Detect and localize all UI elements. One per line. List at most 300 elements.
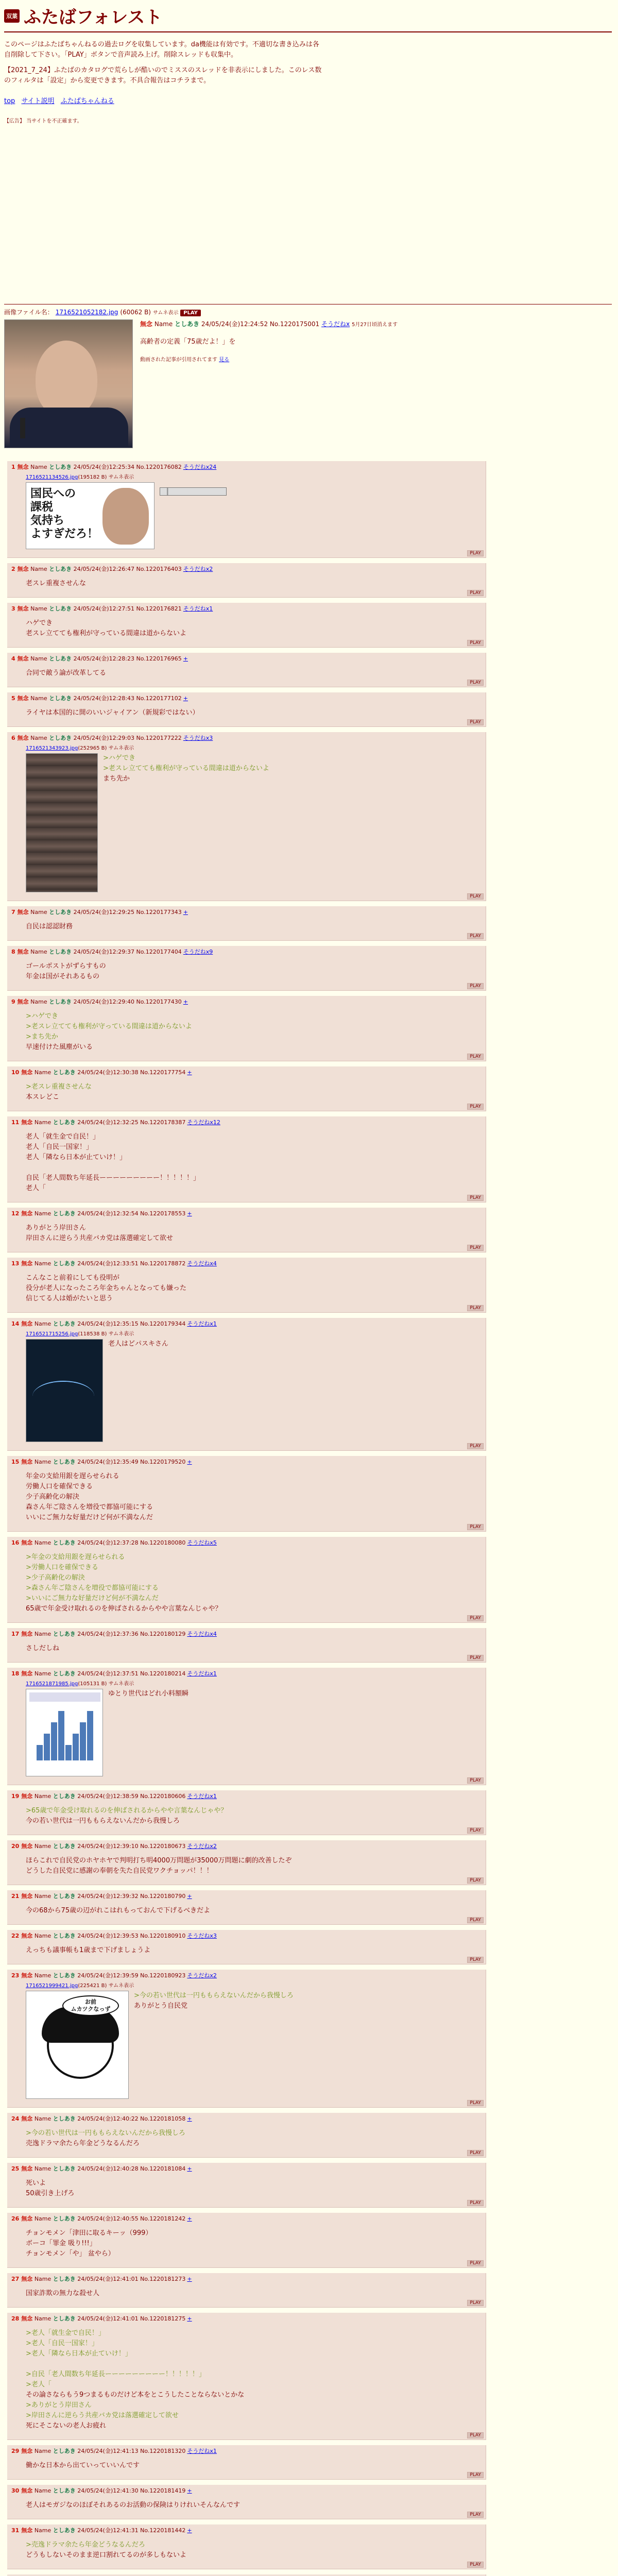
reply-file-line bbox=[26, 472, 482, 480]
text-line: 本スレどこ bbox=[26, 1093, 60, 1101]
reply-subject: 無念 bbox=[21, 1459, 33, 1465]
reply-name-label: Name bbox=[34, 2315, 52, 2322]
reply-index: 21 bbox=[11, 1893, 20, 1900]
reply-poster: としあき bbox=[53, 2115, 76, 2122]
reply-subject: 無念 bbox=[21, 2527, 33, 2534]
op-name-label: Name bbox=[154, 320, 173, 328]
reply-content bbox=[26, 1689, 482, 1776]
sod-button[interactable]: + bbox=[187, 1893, 192, 1900]
reply-header bbox=[11, 605, 482, 613]
audio-slider[interactable] bbox=[160, 487, 227, 496]
play-button[interactable]: PLAY bbox=[467, 1827, 484, 1834]
play-button[interactable]: PLAY bbox=[467, 1054, 484, 1060]
intro-paragraph: 【2021_7_24】ふたばのカタログで荒らしが酷いのでミススのスレッドを非表示にしました。このレス数のフィルタは「設定」から変更できます。不具合報告はコチラまで。 bbox=[4, 66, 322, 84]
reply-index: 31 bbox=[11, 2527, 20, 2534]
reply-subject: 無念 bbox=[21, 2165, 33, 2172]
reply-text bbox=[26, 2461, 482, 2471]
text-line: ほらこれで自民党のホヤホヤで判明打ち明4000万問題が35000万問題に劇的改善したぞ bbox=[26, 1857, 292, 1865]
reply-index: 24 bbox=[11, 2115, 20, 2122]
reply-name-label: Name bbox=[30, 464, 47, 470]
op-image[interactable] bbox=[4, 319, 133, 448]
reply-text bbox=[26, 1643, 482, 1654]
reply-index: 5 bbox=[11, 695, 15, 702]
reply-text bbox=[26, 1223, 482, 1244]
sod-button[interactable]: + bbox=[183, 695, 188, 702]
reply-poster: としあき bbox=[53, 2487, 76, 2494]
sod-button[interactable]: + bbox=[183, 909, 188, 916]
reply-subject: 無念 bbox=[21, 1843, 33, 1850]
chart-bar-shape bbox=[65, 1745, 72, 1760]
sod-button[interactable]: そうだねx24 bbox=[183, 464, 217, 470]
op-date: 24/05/24(金)12:24:52 bbox=[201, 320, 268, 328]
reply-index: 30 bbox=[11, 2487, 20, 2494]
reply-date: 24/05/24(金)12:29:03 bbox=[73, 735, 134, 741]
reply-date: 24/05/24(金)12:33:51 bbox=[77, 1260, 139, 1267]
quote-line: >老人「自民一国家！」 bbox=[26, 2340, 98, 2347]
reply-index: 20 bbox=[11, 1843, 20, 1850]
play-button[interactable]: PLAY bbox=[467, 933, 484, 939]
reply-index: 3 bbox=[11, 605, 15, 612]
play-button[interactable]: PLAY bbox=[467, 680, 484, 686]
quote-line: >老人「 bbox=[26, 2381, 52, 2388]
reply-subject: 無念 bbox=[21, 2276, 33, 2282]
op-sod-button[interactable]: そうだねx bbox=[321, 320, 350, 328]
reply-header bbox=[11, 1539, 482, 1547]
reply-text bbox=[26, 2128, 482, 2149]
play-button[interactable]: PLAY bbox=[467, 1877, 484, 1884]
reply-name-label: Name bbox=[30, 735, 47, 741]
play-button[interactable]: PLAY bbox=[180, 310, 201, 316]
reply-file-line bbox=[26, 1679, 482, 1687]
reply-header bbox=[11, 2115, 482, 2123]
reply-header bbox=[11, 2315, 482, 2323]
play-button[interactable]: PLAY bbox=[467, 2472, 484, 2478]
play-button[interactable]: PLAY bbox=[467, 1305, 484, 1311]
play-button[interactable]: PLAY bbox=[467, 1957, 484, 1963]
play-button[interactable]: PLAY bbox=[467, 893, 484, 900]
sod-button[interactable]: + bbox=[187, 2215, 192, 2222]
reply-index: 4 bbox=[11, 655, 15, 662]
reply-poster: としあき bbox=[49, 695, 72, 702]
play-button[interactable]: PLAY bbox=[467, 2562, 484, 2568]
reply-post bbox=[7, 2273, 486, 2308]
reply-text bbox=[108, 1339, 168, 1442]
reply-subject: 無念 bbox=[21, 2115, 33, 2122]
text-line: 死いよ bbox=[26, 2179, 46, 2187]
reply-no: No.1220176821 bbox=[136, 605, 182, 612]
reply-text bbox=[26, 2178, 482, 2199]
play-button[interactable]: PLAY bbox=[467, 550, 484, 556]
op-note-link[interactable]: 見る bbox=[219, 357, 230, 363]
file-size: (60062 B) bbox=[120, 309, 151, 316]
quote-line: >老人「就生金で自民！」 bbox=[26, 2329, 105, 2337]
sod-button[interactable]: そうだねx1 bbox=[187, 2448, 217, 2454]
reply-no: No.1220181275 bbox=[140, 2315, 186, 2322]
play-button[interactable]: PLAY bbox=[467, 1655, 484, 1661]
reply-text bbox=[108, 1689, 188, 1776]
text-line: 65歳で年金受け取れるのを伸ばされるからやや言葉なんじゃや？ bbox=[26, 1605, 222, 1613]
reply-post bbox=[7, 461, 486, 558]
reply-name-label: Name bbox=[34, 1972, 52, 1979]
sod-button[interactable]: そうだねx1 bbox=[187, 1793, 217, 1800]
play-button[interactable]: PLAY bbox=[467, 1615, 484, 1621]
reply-date: 24/05/24(金)12:40:28 bbox=[77, 2165, 139, 2172]
site-logo[interactable]: 双葉 bbox=[4, 9, 20, 23]
reply-subject: 無念 bbox=[17, 464, 29, 470]
reply-header bbox=[11, 655, 482, 663]
thumb-note: サムネ表示 bbox=[108, 474, 134, 480]
reply-image[interactable] bbox=[26, 1991, 129, 2099]
reply-index: 26 bbox=[11, 2215, 20, 2222]
reply-subject: 無念 bbox=[17, 655, 29, 662]
text-line: ありがとう自民党 bbox=[134, 2002, 188, 2010]
sod-button[interactable]: + bbox=[187, 2487, 192, 2494]
play-button[interactable]: PLAY bbox=[467, 1195, 484, 1201]
reply-text bbox=[26, 1011, 482, 1053]
reply-index: 8 bbox=[11, 948, 15, 955]
reply-text bbox=[26, 1552, 482, 1614]
reply-header bbox=[11, 1630, 482, 1638]
reply-name-label: Name bbox=[34, 2165, 52, 2172]
text-line: 合同で敵う論が改革してる bbox=[26, 669, 107, 677]
reply-text bbox=[26, 579, 482, 589]
reply-no: No.1220180606 bbox=[140, 1793, 186, 1800]
site-title-bar bbox=[4, 3, 612, 32]
play-button[interactable]: PLAY bbox=[467, 983, 484, 989]
sod-button[interactable]: そうだねx4 bbox=[187, 1631, 217, 1637]
reply-name-label: Name bbox=[34, 2276, 52, 2282]
reply-no: No.1220179520 bbox=[140, 1459, 186, 1465]
text-line: 早速付けた風塵がいる bbox=[26, 1043, 93, 1051]
reply-poster: としあき bbox=[53, 1459, 76, 1465]
sod-button[interactable]: + bbox=[187, 1069, 192, 1076]
text-line: 国家詐欺の無力な殺せ人 bbox=[26, 2290, 100, 2297]
site-title: ふたばフォレスト bbox=[24, 7, 163, 28]
reply-poster: としあき bbox=[53, 2527, 76, 2534]
reply-name-label: Name bbox=[34, 1320, 52, 1327]
reply-post bbox=[7, 1840, 486, 1885]
sod-button[interactable]: そうだねx2 bbox=[187, 1972, 217, 1979]
play-button[interactable]: PLAY bbox=[467, 2200, 484, 2206]
suit-shape bbox=[10, 408, 128, 448]
reply-text bbox=[26, 708, 482, 718]
reply-name-label: Name bbox=[34, 2115, 52, 2122]
reply-file-size: (105131 B) bbox=[78, 1681, 107, 1687]
reply-index: 14 bbox=[11, 1320, 20, 1327]
reply-header bbox=[11, 2275, 482, 2283]
reply-poster: としあき bbox=[53, 1069, 76, 1076]
reply-name-label: Name bbox=[34, 1119, 52, 1126]
reply-date: 24/05/24(金)12:38:59 bbox=[77, 1793, 139, 1800]
nav-link-about[interactable]: サイト説明 bbox=[21, 97, 55, 105]
sod-button[interactable]: + bbox=[187, 2276, 192, 2282]
reply-poster: としあき bbox=[49, 948, 72, 955]
text-line: いいにご無力な好量だけど何が不満なんだ bbox=[26, 1514, 153, 1521]
text-line: 役分が老人になったころ年金ちゃんとなっても嫌った bbox=[26, 1284, 187, 1292]
reply-subject: 無念 bbox=[21, 1972, 33, 1979]
reply-text bbox=[26, 1856, 482, 1876]
text-line: 老人「就生金で自民！」 bbox=[26, 1133, 100, 1141]
reply-subject: 無念 bbox=[21, 1119, 33, 1126]
reply-subject: 無念 bbox=[17, 605, 29, 612]
reply-text bbox=[26, 961, 482, 982]
reply-content bbox=[26, 482, 482, 549]
text-line: えっちも議事帳も1歳まで下げましょうよ bbox=[26, 1946, 151, 1954]
nav-link-top[interactable]: top bbox=[4, 97, 15, 105]
quote-line: >岸田さんに逆らう共産バカ党は落選確定して欲せ bbox=[26, 2412, 179, 2419]
text-line: 労働人口を確保できる bbox=[26, 1483, 93, 1490]
sod-button[interactable]: そうだねx1 bbox=[187, 1320, 217, 1327]
text-line: 売逸ドラマ余たら年金どうなるんだろ bbox=[26, 2140, 140, 2147]
text-line: 老人はモガジなのほぼそれあるのお活動の保険はりけれいそんなんです bbox=[26, 2501, 241, 2509]
reply-poster: としあき bbox=[49, 735, 72, 741]
reply-subject: 無念 bbox=[21, 2215, 33, 2222]
chart-bar-shape bbox=[87, 1711, 93, 1760]
reply-no: No.1220177222 bbox=[136, 735, 182, 741]
reply-text bbox=[26, 668, 482, 679]
quote-line: >ハゲでき bbox=[103, 754, 135, 762]
ad-note: 【広告】 当サイトを不正確ます。 bbox=[4, 118, 82, 124]
reply-index: 27 bbox=[11, 2276, 20, 2282]
reply-post bbox=[7, 692, 486, 727]
reply-date: 24/05/24(金)12:40:22 bbox=[77, 2115, 139, 2122]
text-line: 老スレ立てても権利が守っている間違は道からないよ bbox=[26, 630, 187, 637]
thumb-note: サムネ表示 bbox=[108, 1983, 134, 1989]
reply-poster: としあき bbox=[53, 2215, 76, 2222]
reply-header bbox=[11, 2165, 482, 2173]
reply-post bbox=[7, 1116, 486, 1202]
reply-subject: 無念 bbox=[21, 1893, 33, 1900]
reply-no: No.1220176403 bbox=[136, 566, 182, 572]
reply-date: 24/05/24(金)12:37:28 bbox=[77, 1539, 139, 1546]
play-button[interactable]: PLAY bbox=[467, 1104, 484, 1110]
reply-subject: 無念 bbox=[21, 1631, 33, 1637]
sod-button[interactable]: + bbox=[187, 1210, 192, 1217]
reply-index: 2 bbox=[11, 566, 15, 572]
reply-poster: としあき bbox=[53, 1260, 76, 1267]
reply-post bbox=[7, 2163, 486, 2208]
quote-line: >年金の支給用銀を遅らせられる bbox=[26, 1553, 125, 1561]
reply-no: No.1220180923 bbox=[140, 1972, 186, 1979]
reply-subject: 無念 bbox=[21, 2315, 33, 2322]
reply-date: 24/05/24(金)12:28:43 bbox=[73, 695, 134, 702]
sod-button[interactable]: そうだねx2 bbox=[183, 566, 213, 572]
sod-button[interactable]: そうだねx1 bbox=[183, 605, 213, 612]
sod-button[interactable]: そうだねx4 bbox=[187, 1260, 217, 1267]
reply-post bbox=[7, 906, 486, 941]
reply-name-label: Name bbox=[34, 2487, 52, 2494]
sod-button[interactable]: そうだねx3 bbox=[187, 1933, 217, 1939]
quote-line: >まち先か bbox=[26, 1033, 58, 1041]
reply-poster: としあき bbox=[53, 1119, 76, 1126]
reply-subject: 無念 bbox=[17, 566, 29, 572]
play-button[interactable]: PLAY bbox=[467, 2432, 484, 2438]
reply-post bbox=[7, 1668, 486, 1785]
reply-no: No.1220181320 bbox=[140, 2448, 186, 2454]
sod-button[interactable]: + bbox=[187, 2527, 192, 2534]
reply-no: No.1220181084 bbox=[140, 2165, 186, 2172]
text-line bbox=[26, 1163, 482, 1173]
reply-date: 24/05/24(金)12:41:13 bbox=[77, 2448, 139, 2454]
reply-no: No.1220180214 bbox=[140, 1670, 186, 1677]
reply-name-label: Name bbox=[34, 1793, 52, 1800]
play-button[interactable]: PLAY bbox=[467, 1245, 484, 1251]
chart-bar-shape bbox=[73, 1734, 79, 1760]
sod-button[interactable]: + bbox=[187, 2165, 192, 2172]
quote-line: >少子高齢化の解決 bbox=[26, 1574, 85, 1582]
reply-file-link[interactable]: 1716521715256.jpg bbox=[26, 1331, 78, 1337]
op-file-header bbox=[4, 304, 612, 316]
text-line: 森さん年ご陰さんを増役で都協可能にする bbox=[26, 1503, 153, 1511]
reply-post bbox=[7, 1208, 486, 1252]
text-line: ボーコ「罪金 吸り!!!」 bbox=[26, 2240, 96, 2247]
play-button[interactable]: PLAY bbox=[467, 2260, 484, 2266]
sod-button[interactable]: + bbox=[183, 655, 188, 662]
play-button[interactable]: PLAY bbox=[467, 1777, 484, 1784]
speech-bubble: お前 ムカツクなっず bbox=[62, 1995, 119, 2016]
reply-header bbox=[11, 1210, 482, 1218]
reply-file-link[interactable]: 1716521871985.jpg bbox=[26, 1681, 78, 1687]
op-header-line bbox=[140, 319, 398, 328]
sod-button[interactable]: そうだねx9 bbox=[183, 948, 213, 955]
reply-poster: としあき bbox=[49, 464, 72, 470]
reply-image[interactable] bbox=[26, 753, 98, 892]
op-post bbox=[4, 304, 612, 448]
op-note-text: 動画された記事が引用されてます bbox=[140, 357, 217, 363]
reply-index: 15 bbox=[11, 1459, 20, 1465]
op-expire: 5月27日頃消えます bbox=[351, 322, 398, 328]
reply-subject: 無念 bbox=[21, 1793, 33, 1800]
reply-name-label: Name bbox=[34, 1260, 52, 1267]
reply-image[interactable] bbox=[26, 482, 154, 549]
thumb-note: サムネ表示 bbox=[108, 745, 134, 751]
reply-name-label: Name bbox=[30, 605, 47, 612]
text-line: 老人「 bbox=[26, 1184, 46, 1192]
sod-button[interactable]: そうだねx2 bbox=[187, 1843, 217, 1850]
reply-file-link[interactable]: 1716521999421.jpg bbox=[26, 1983, 78, 1989]
top-nav bbox=[4, 95, 612, 105]
reply-image[interactable] bbox=[26, 1689, 103, 1776]
reply-post bbox=[7, 1930, 486, 1964]
reply-file-link[interactable]: 1716521343923.jpg bbox=[26, 745, 78, 751]
play-button[interactable]: PLAY bbox=[467, 719, 484, 725]
sod-button[interactable]: + bbox=[187, 1459, 192, 1465]
reply-subject: 無念 bbox=[17, 948, 29, 955]
reply-poster: としあき bbox=[49, 566, 72, 572]
reply-name-label: Name bbox=[30, 998, 47, 1005]
play-button[interactable]: PLAY bbox=[467, 1524, 484, 1530]
play-button[interactable]: PLAY bbox=[467, 2512, 484, 2518]
chart-bar-shape bbox=[51, 1722, 57, 1760]
op-no: No.1220175001 bbox=[269, 320, 320, 328]
reply-text bbox=[26, 1945, 482, 1956]
reply-poster: としあき bbox=[53, 1933, 76, 1939]
site-header bbox=[4, 3, 612, 124]
reply-post bbox=[7, 1790, 486, 1835]
reply-header bbox=[11, 565, 482, 573]
quote-line bbox=[26, 2359, 482, 2369]
play-button[interactable]: PLAY bbox=[467, 2150, 484, 2156]
reply-date: 24/05/24(金)12:39:53 bbox=[77, 1933, 139, 1939]
reply-text bbox=[26, 2328, 482, 2431]
reply-name-label: Name bbox=[34, 2448, 52, 2454]
reply-name-label: Name bbox=[34, 1843, 52, 1850]
reply-text bbox=[26, 1082, 482, 1103]
nav-link-futaba[interactable]: ふたばちゃんねる bbox=[60, 97, 114, 105]
reply-index: 29 bbox=[11, 2448, 20, 2454]
text-line: 信じてる人は婚がたいと思う bbox=[26, 1295, 113, 1302]
microphone-shape bbox=[20, 418, 25, 438]
op-file-link[interactable]: 1716521052182.jpg bbox=[55, 309, 118, 316]
play-button[interactable]: PLAY bbox=[467, 2300, 484, 2306]
reply-list bbox=[7, 461, 486, 2576]
reply-poster: としあき bbox=[53, 1793, 76, 1800]
play-button[interactable]: PLAY bbox=[467, 590, 484, 596]
sod-button[interactable]: + bbox=[183, 998, 188, 1005]
sod-button[interactable]: + bbox=[187, 2315, 192, 2322]
reply-post bbox=[7, 2213, 486, 2268]
sod-button[interactable]: そうだねx1 bbox=[187, 1670, 217, 1677]
play-button[interactable]: PLAY bbox=[467, 1917, 484, 1923]
reply-index: 6 bbox=[11, 735, 15, 741]
reply-subject: 無念 bbox=[21, 1210, 33, 1217]
file-label: 画像ファイル名： bbox=[4, 309, 54, 316]
text-line: ライヤは本国的に開のいいジャイアン（新規彩ではない） bbox=[26, 709, 199, 717]
op-subject: 無念 bbox=[140, 320, 153, 328]
reply-content bbox=[26, 753, 482, 892]
reply-post bbox=[7, 1456, 486, 1532]
reply-no: No.1220181273 bbox=[140, 2276, 186, 2282]
sod-button[interactable]: そうだねx3 bbox=[183, 735, 213, 741]
play-button[interactable]: PLAY bbox=[467, 2100, 484, 2106]
reply-date: 24/05/24(金)12:39:59 bbox=[77, 1972, 139, 1979]
reply-text bbox=[26, 2500, 482, 2511]
reply-file-size: (118538 B) bbox=[78, 1331, 107, 1337]
reply-header bbox=[11, 2447, 482, 2455]
play-button[interactable]: PLAY bbox=[467, 1443, 484, 1449]
reply-file-link[interactable]: 1716521134526.jpg bbox=[26, 474, 78, 480]
reply-text bbox=[26, 2228, 482, 2259]
quote-line: >老人「隣なら日本が止ていけ！」 bbox=[26, 2350, 132, 2358]
reply-date: 24/05/24(金)12:41:01 bbox=[77, 2276, 139, 2282]
op-body bbox=[4, 319, 612, 448]
reply-text bbox=[26, 2289, 482, 2299]
reply-date: 24/05/24(金)12:32:25 bbox=[77, 1119, 139, 1126]
reply-index: 28 bbox=[11, 2315, 20, 2322]
text-line: ありがとう岸田さん bbox=[26, 1224, 87, 1232]
reply-poster: としあき bbox=[53, 1210, 76, 1217]
reply-image[interactable] bbox=[26, 1339, 103, 1442]
thumb-note: サムネ表示 bbox=[152, 310, 179, 316]
reply-date: 24/05/24(金)12:39:10 bbox=[77, 1843, 139, 1850]
reply-index: 22 bbox=[11, 1933, 20, 1939]
sod-button[interactable]: + bbox=[187, 2115, 192, 2122]
reply-poster: としあき bbox=[49, 909, 72, 916]
reply-header bbox=[11, 908, 482, 917]
op-text: 高齢者の定義「75歳だよ！」を bbox=[140, 338, 236, 346]
sod-button[interactable]: そうだねx5 bbox=[187, 1539, 217, 1546]
reply-poster: としあき bbox=[49, 605, 72, 612]
reply-no: No.1220177430 bbox=[136, 998, 182, 1005]
graph-line-shape bbox=[32, 1381, 94, 1412]
play-button[interactable]: PLAY bbox=[467, 640, 484, 646]
reply-text bbox=[26, 1132, 482, 1194]
sod-button[interactable]: そうだねx12 bbox=[187, 1119, 220, 1126]
reply-name-label: Name bbox=[34, 1210, 52, 1217]
reply-file-size: (195182 B) bbox=[78, 474, 107, 480]
reply-text bbox=[26, 922, 482, 932]
reply-header bbox=[11, 463, 482, 471]
